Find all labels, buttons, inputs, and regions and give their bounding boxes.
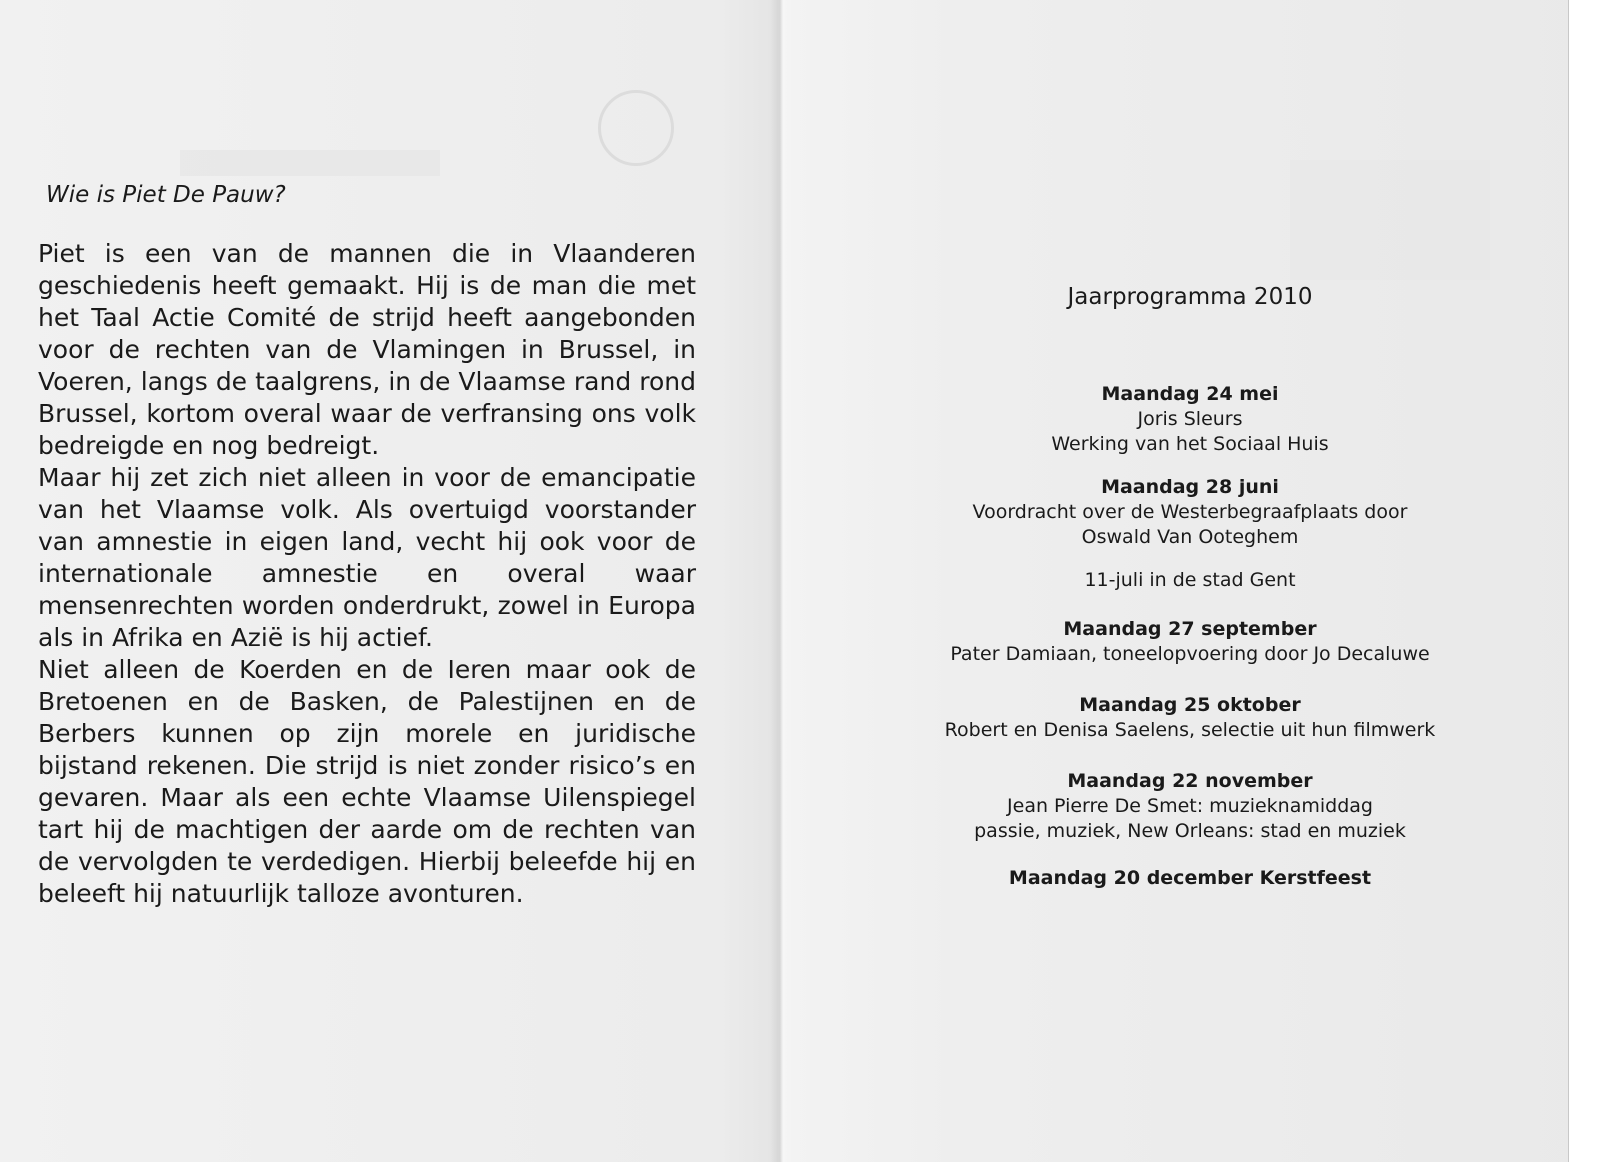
event-line: passie, muziek, New Orleans: stad en muziek xyxy=(974,820,1406,842)
program-event xyxy=(880,568,1500,593)
event-line: Pater Damiaan, toneelopvoering door Jo Decaluwe xyxy=(950,643,1430,665)
program-event xyxy=(880,475,1500,550)
event-date: Maandag 20 december Kerstfeest xyxy=(1008,867,1372,889)
page-edge xyxy=(1568,0,1600,1162)
program-event xyxy=(880,769,1500,844)
event-date: Maandag 22 november xyxy=(1067,770,1313,792)
event-line: Jean Pierre De Smet: muzieknamiddag xyxy=(1007,795,1373,817)
bleed-through-seal xyxy=(598,90,674,166)
right-panel xyxy=(880,284,1500,909)
event-line: Werking van het Sociaal Huis xyxy=(1051,433,1329,455)
left-page-title: Wie is Piet De Pauw? xyxy=(46,182,286,208)
event-date: Maandag 27 september xyxy=(1063,618,1317,640)
bleed-through-block xyxy=(1290,160,1490,280)
event-date: Maandag 24 mei xyxy=(1101,383,1279,405)
center-fold xyxy=(770,0,792,1162)
event-line: Oswald Van Ooteghem xyxy=(1081,526,1299,548)
event-line: 11-juli in de stad Gent xyxy=(1084,569,1296,591)
program-title: Jaarprogramma 2010 xyxy=(1067,284,1313,310)
biography-paragraph: Piet is een van de mannen die in Vlaanderen geschiedenis heeft gemaakt. Hij is de man die met het Taal Actie Comité de strijd heeft aangebonden voor de rechten van de Vlamingen in Brussel, in Voeren, langs de taalgrens, in de Vlaamse rand rond Brussel, kortom overal waar de verfransing ons volk bedreigde en nog bedreigt. xyxy=(38,239,696,460)
biography-paragraph: Maar hij zet zich niet alleen in voor de emancipatie van het Vlaamse volk. Als overtuigd voorstander van amnestie in eigen land, vecht hij ook voor de internationale amnestie en overal waar mensenrechten worden onderdrukt, zowel in Europa als in Afrika en Azië is hij actief. xyxy=(38,463,696,652)
left-panel xyxy=(38,182,696,910)
program-event xyxy=(880,382,1500,457)
program-event xyxy=(880,617,1500,667)
program-event xyxy=(880,693,1500,743)
program-event xyxy=(880,866,1500,891)
event-line: Robert en Denisa Saelens, selectie uit hun filmwerk xyxy=(944,719,1436,741)
event-line: Voordracht over de Westerbegraafplaats door xyxy=(972,501,1408,523)
bleed-through-block xyxy=(180,150,440,176)
biography-paragraph: Niet alleen de Koerden en de Ieren maar ook de Bretoenen en de Basken, de Palestijnen en de Berbers kunnen op zijn morele en juridische bijstand rekenen. Die strijd is niet zonder risico’s en gevaren. Maar als een echte Vlaamse Uilenspiegel tart hij de machtigen der aarde om de rechten van de vervolgden te verdedigen. Hierbij beleefde hij en beleeft hij natuurlijk talloze avonturen. xyxy=(38,655,696,908)
event-date: Maandag 28 juni xyxy=(1101,476,1279,498)
biography-text xyxy=(38,238,696,910)
event-date: Maandag 25 oktober xyxy=(1079,694,1301,716)
event-line: Joris Sleurs xyxy=(1137,408,1243,430)
